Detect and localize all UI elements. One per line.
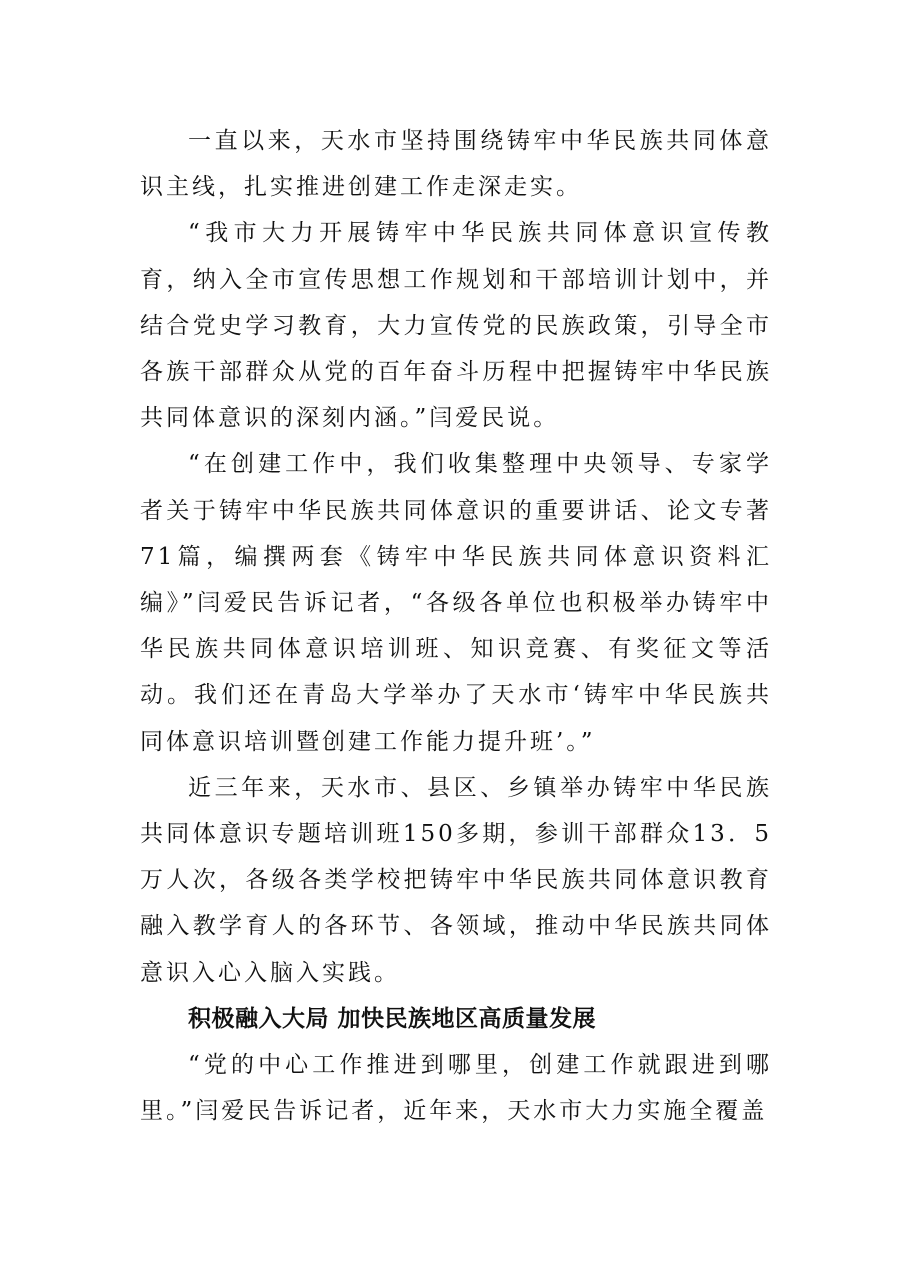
paragraph-4: 近三年来，天水市、县区、乡镇举办铸牢中华民族共同体意识专题培训班150多期，参训干部群众13．5万人次，各级各类学校把铸牢中华民族共同体意识教育融入教学育人的各环节、各领域，推动中华民族共同体意识入心入脑入实践。 bbox=[140, 774, 772, 986]
paragraph-2: “我市大力开展铸牢中华民族共同体意识宣传教育，纳入全市宣传思想工作规划和干部培训计划中，并结合党史学习教育，大力宣传党的民族政策，引导全市各族干部群众从党的百年奋斗历程中把握铸牢中华民族共同体意识的深刻内涵。”闫爱民说。 bbox=[140, 220, 772, 432]
paragraph-3: “在创建工作中，我们收集整理中央领导、专家学者关于铸牢中华民族共同体意识的重要讲话、论文专著71篇，编撰两套《铸牢中华民族共同体意识资料汇编》”闫爱民告诉记者，“各级各单位也积极举办铸牢中华民族共同体意识培训班、知识竞赛、有奖征文等活动。我们还在青岛大学举办了天水市‘铸牢中华民族共同体意识培训暨创建工作能力提升班’。” bbox=[140, 451, 772, 755]
section-heading: 积极融入大局 加快民族地区高质量发展 bbox=[188, 1005, 597, 1032]
article-body bbox=[140, 118, 772, 1134]
paragraph-1: 一直以来，天水市坚持围绕铸牢中华民族共同体意识主线，扎实推进创建工作走深走实。 bbox=[140, 128, 772, 201]
paragraph-5: “党的中心工作推进到哪里，创建工作就跟进到哪里。”闫爱民告诉记者，近年来，天水市大力实施全覆盖 bbox=[140, 1052, 772, 1125]
